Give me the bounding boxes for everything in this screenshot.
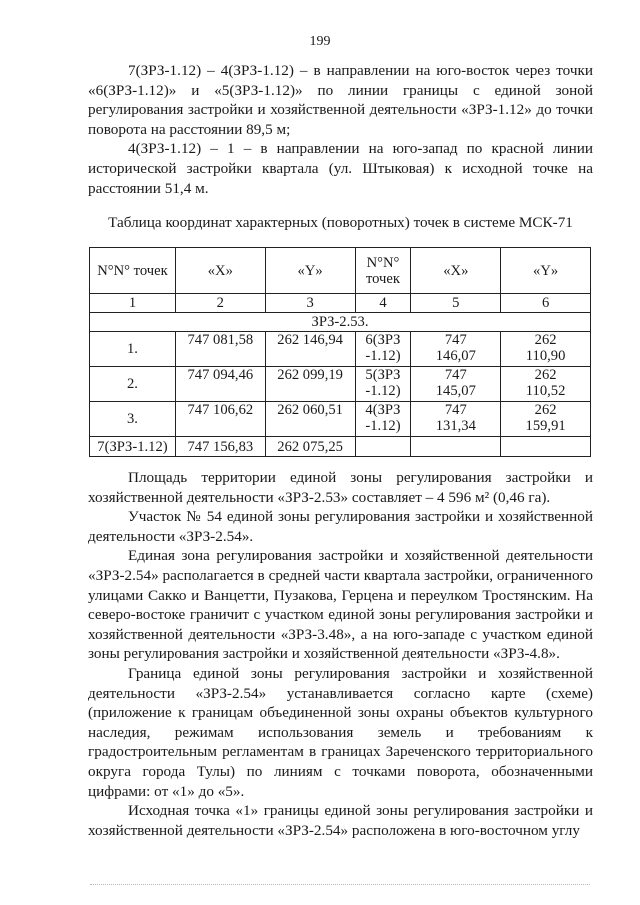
y-value-2: [501, 437, 591, 457]
y-value: 262 146,94: [265, 332, 355, 367]
paragraph: Исходная точка «1» границы единой зоны регулирования застройки и хозяйственной деятельности «ЗРЗ-2.54» расположена в юго-восточном углу: [88, 802, 593, 839]
header-y: «Y»: [265, 248, 355, 294]
y-value: 262 060,51: [265, 402, 355, 437]
paragraph-segment-2: 4(ЗРЗ-1.12) – 1 – в направлении на юго-запад по красной линии исторической застройки квартала (ул. Штыковая) к исходной точке на расстоянии 51,4 м.: [88, 140, 593, 197]
paragraph: Участок № 54 единой зоны регулирования застройки и хозяйственной деятельности «ЗРЗ-2.54».: [88, 508, 593, 545]
column-number: 5: [411, 294, 501, 313]
header-x: «X»: [175, 248, 265, 294]
header-point-number-2: N°N° точек: [355, 248, 411, 294]
table-row: [90, 437, 591, 457]
table-row: [90, 402, 591, 437]
point-number: 7(ЗРЗ-1.12): [90, 437, 176, 457]
paragraph: Граница единой зоны регулирования застройки и хозяйственной деятельности «ЗРЗ-2.54» устанавливается согласно карте (схеме) (приложение к границам объединенной зоны охраны объектов культурного наследия, режимам использования земель и требованиям к градостроительным регламентам в границах Зареченского территориального округа города Тулы) по линиям с точками поворота, обозначенными цифрами: от «1» до «5».: [88, 664, 593, 800]
y-value-2: 262 159,91: [501, 402, 591, 437]
y-value: 262 075,25: [265, 437, 355, 457]
x-value-2: 747 146,07: [411, 332, 501, 367]
table-row: [90, 332, 591, 367]
column-number-row: [90, 294, 591, 313]
header-x-2: «X»: [411, 248, 501, 294]
column-number: 4: [355, 294, 411, 313]
coordinates-table: [89, 247, 591, 457]
x-value: 747 081,58: [175, 332, 265, 367]
x-value: 747 094,46: [175, 367, 265, 402]
scan-artifact-line: [90, 884, 590, 887]
x-value: 747 156,83: [175, 437, 265, 457]
section-row: [90, 313, 591, 332]
x-value-2: 747 131,34: [411, 402, 501, 437]
paragraph-segment-1: 7(ЗРЗ-1.12) – 4(ЗРЗ-1.12) – в направлении на юго-восток через точки «6(ЗРЗ-1.12)» и «5(ЗРЗ-1.12)» по линии границы с единой зоной регулирования застройки и хозяйственной деятельности «ЗРЗ-1.12» до точки поворота на расстоянии 89,5 м;: [88, 62, 593, 138]
section-title: ЗРЗ-2.53.: [90, 313, 591, 332]
paragraph: Площадь территории единой зоны регулирования застройки и хозяйственной деятельности «ЗРЗ-2.53» составляет – 4 596 м² (0,46 га).: [88, 469, 593, 506]
point-number-2: [355, 437, 411, 457]
paragraph: Единая зона регулирования застройки и хозяйственной деятельности «ЗРЗ-2.54» располагается в средней части квартала застройки, ограниченного улицами Сакко и Ванцетти, Пузакова, Герцена и переулком Тростянским. На северо-востоке граничит с участком единой зоны регулирования застройки и хозяйственной деятельности «ЗРЗ-3.48», а на юго-западе с участком единой зоны регулирования застройки и хозяйственной деятельности «ЗРЗ-4.8».: [88, 547, 593, 663]
column-number: 1: [90, 294, 176, 313]
header-y-2: «Y»: [501, 248, 591, 294]
intro-text: [88, 61, 593, 198]
body-text: [88, 468, 593, 840]
point-number: 3.: [90, 402, 176, 437]
page-number: 199: [309, 34, 331, 49]
point-number-2: 6(ЗРЗ -1.12): [355, 332, 411, 367]
x-value-2: 747 145,07: [411, 367, 501, 402]
header-point-number: N°N° точек: [90, 248, 176, 294]
point-number: 2.: [90, 367, 176, 402]
x-value: 747 106,62: [175, 402, 265, 437]
x-value-2: [411, 437, 501, 457]
column-number: 2: [175, 294, 265, 313]
y-value-2: 262 110,52: [501, 367, 591, 402]
table-row: [90, 367, 591, 402]
point-number-2: 4(ЗРЗ -1.12): [355, 402, 411, 437]
table-caption: Таблица координат характерных (поворотных) точек в системе МСК-71: [108, 214, 573, 231]
point-number-2: 5(ЗРЗ -1.12): [355, 367, 411, 402]
point-number: 1.: [90, 332, 176, 367]
y-value: 262 099,19: [265, 367, 355, 402]
table-header-row: [90, 248, 591, 294]
column-number: 6: [501, 294, 591, 313]
column-number: 3: [265, 294, 355, 313]
y-value-2: 262 110,90: [501, 332, 591, 367]
